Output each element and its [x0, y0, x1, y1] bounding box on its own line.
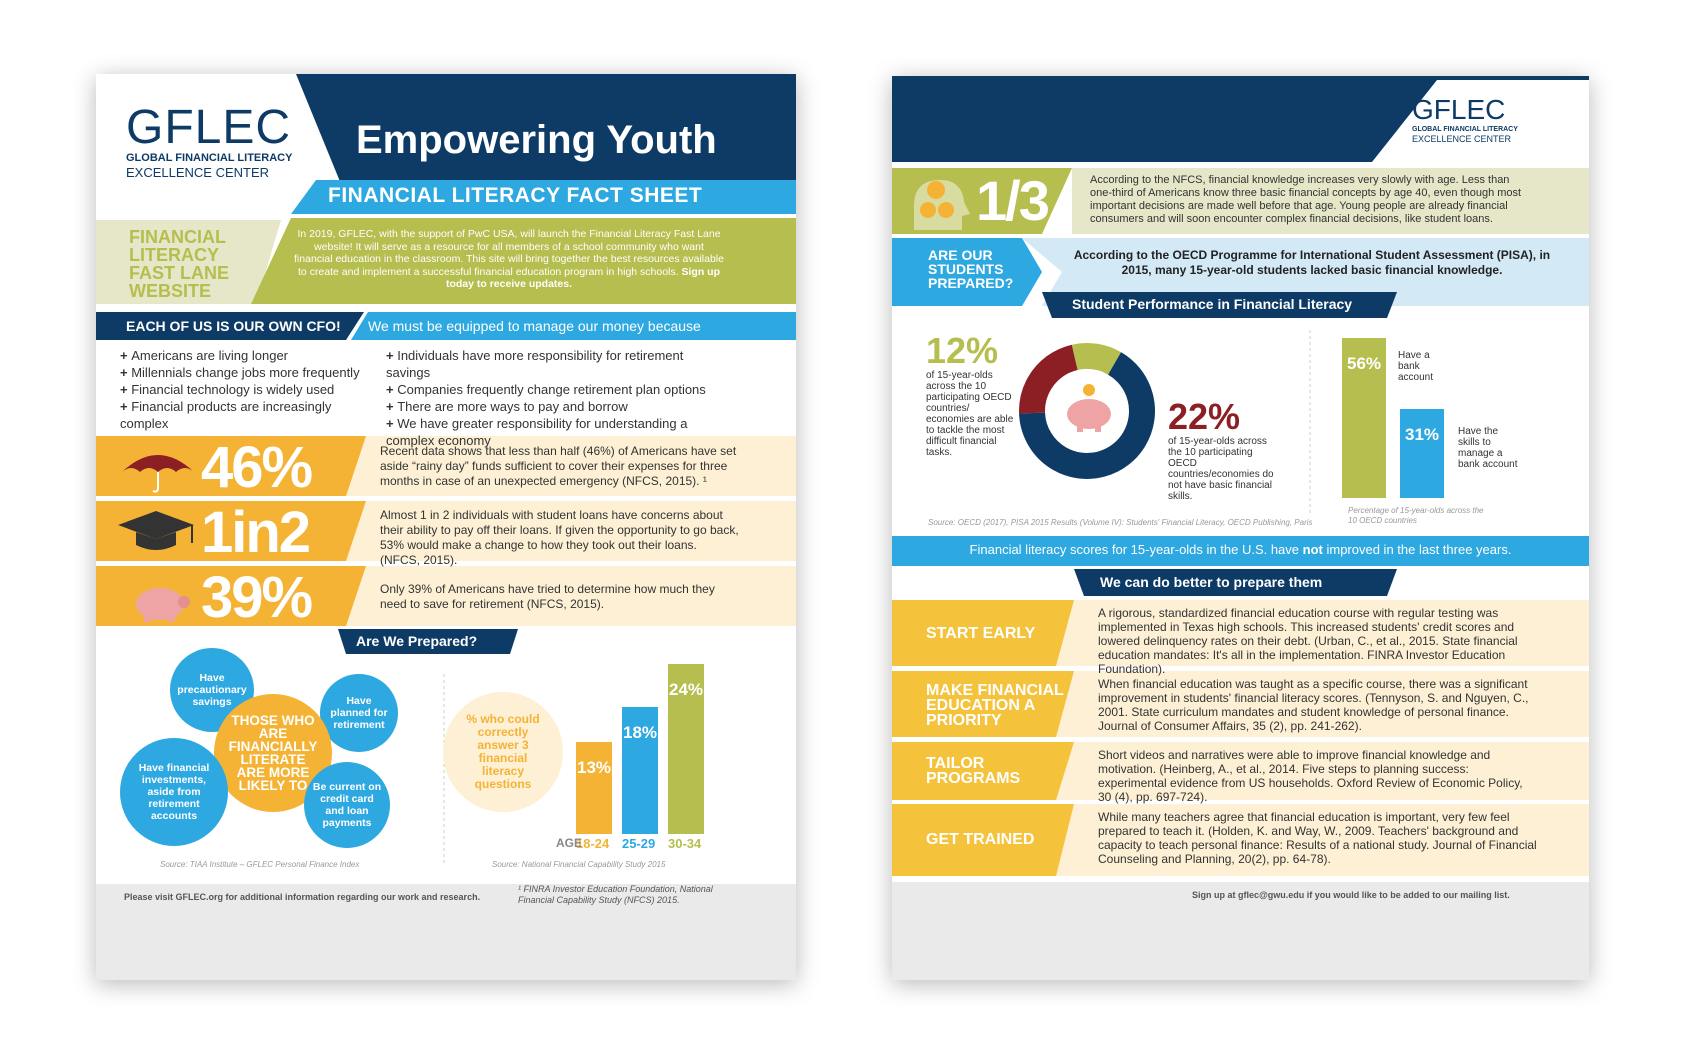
bank-account-label: Have a bank account — [1398, 350, 1434, 383]
logo: GFLEC — [126, 101, 292, 154]
scores-banner: Financial literacy scores for 15-year-olds in the U.S. have not improved in the last three years. — [969, 542, 1512, 557]
bank-skills-label: Have the skills to manage a bank account — [1458, 426, 1518, 470]
stat-text: Only 39% of Americans have tried to determine how much they need to save for retirement (NFCS, 2015). — [380, 582, 715, 611]
action-text: While many teachers agree that financial education is important, very few feel prepared to teach it. (Holden, K. and Way, W., 2009. Teachers' background and capacity to teach personal finance: Results of a national study. Journal of Financial Counseling and Planning, 20(2), pp. 64-78). — [1098, 810, 1537, 866]
one-third-text: According to the NFCS, financial knowledge increases very slowly with age. Less than one-third of Americans know three basic financial concepts by age 40, even though most important decisions are made well before that age. Young people are already financial consumers and will soon encounter complex financial decisions, like student loans. — [1090, 174, 1522, 225]
page-title: Empowering Youth — [356, 118, 717, 162]
umbrella-icon — [118, 444, 198, 494]
pct-22-text: of 15-year-olds across the 10 participating OECD countries/economies do not have basic financial skills. — [1168, 436, 1274, 502]
logo-subtitle-2: EXCELLENCE CENTER — [1412, 134, 1512, 144]
list-item: + Financial technology is widely used — [120, 381, 380, 398]
better-heading: We can do better to prepare them — [1100, 574, 1323, 590]
pct-12-value: 12% — [926, 330, 999, 371]
cfo-heading: EACH OF US IS OUR OWN CFO! — [126, 318, 341, 334]
circle-retirement: Have planned for retirement — [320, 674, 398, 752]
bank-bar: 31% — [1400, 409, 1444, 498]
graduation-cap-icon — [116, 509, 196, 555]
stat-value: 39% — [201, 565, 312, 630]
piggy-bank-icon — [1057, 376, 1121, 440]
action-tailor: TAILOR PROGRAMS — [926, 755, 1021, 787]
age-tick-label: 18-24 — [576, 836, 610, 851]
action-priority: MAKE FINANCIAL EDUCATION A PRIORITY — [926, 682, 1064, 729]
pisa-text: According to the OECD Programme for International Student Assessment (PISA), in 2015, many 15-year-old students lacked basic financial knowledge. — [1073, 248, 1551, 277]
age-bar: 18% — [622, 707, 658, 835]
head-coins-icon — [906, 176, 974, 230]
age-bar: 13% — [576, 742, 612, 834]
center-circle: THOSE WHO ARE FINANCIALLY LITERATE ARE MORE LIKELY TO — [214, 694, 332, 812]
action-text: When financial education was taught as a specific course, there was a significant improvement in students' financial literacy scores. (Tennyson, S. and Nguyen, C., 2001. State curriculum mandates and student knowledge of personal finance. Journal of Consumer Affairs, 35 (2), pp. 241-262). — [1098, 677, 1529, 733]
age-tick-label: 25-29 — [622, 836, 656, 851]
action-start-early: START EARLY — [926, 625, 1036, 642]
bar-chart-caption: % who could correctly answer 3 financial literacy questions — [443, 692, 563, 812]
list-item: + There are more ways to pay and borrow — [386, 398, 726, 415]
bullets-right — [386, 347, 726, 449]
age-bar: 24% — [668, 664, 704, 834]
list-item: + Individuals have more responsibility for retirement savings — [386, 347, 726, 381]
stat-text: Almost 1 in 2 individuals with student loans have concerns about their ability to pay off their loans. If given the opportunity to go back, 53% would make a change to how they took out their loans. (NFCS, 2015). — [380, 508, 739, 567]
bullets-left — [120, 347, 380, 432]
list-item: + Financial products are increasingly complex — [120, 398, 380, 432]
footer-right: ¹ FINRA Investor Education Foundation, National Financial Capability Study (NFCS) 2015. — [518, 884, 713, 905]
footer: Sign up at gflec@gwu.edu if you would like to be added to our mailing list. — [1192, 890, 1510, 900]
fastlane-label: FINANCIAL LITERACY FAST LANE WEBSITE — [129, 227, 230, 301]
logo: GFLEC — [1412, 94, 1506, 125]
footer-left: Please visit GFLEC.org for additional information regarding our work and research. — [124, 892, 481, 902]
circle-savings: Have precautionary savings — [170, 648, 254, 732]
stat-text: Recent data shows that less than half (46%) of Americans have set aside “rainy day” funds sufficient to cover their expenses for three months in case of an unexpected emergency (NFCS, 2015). ¹ — [380, 444, 737, 488]
pct-22-value: 22% — [1168, 396, 1241, 437]
age-bar-chart — [576, 654, 756, 854]
fastlane-text: In 2019, GFLEC, with the support of PwC USA, will launch the Financial Literacy Fast Lane website! It will serve as a resource for all members of a school community who want financial education in the classroom. This site will bring together the best resources available to create and implement a successful financial education program in high schools. Sign up today to receive updates. — [294, 228, 724, 290]
bar-note: Percentage of 15-year-olds across the 10 OECD countries — [1348, 506, 1484, 525]
piggy-bank-icon — [130, 574, 194, 624]
list-item: + Companies frequently change retirement plan options — [386, 381, 726, 398]
fact-sheet-page-2 — [892, 76, 1589, 980]
list-item: + Americans are living longer — [120, 347, 380, 364]
age-tick-label: 30-34 — [668, 836, 702, 851]
cfo-subheading: We must be equipped to manage our money because — [368, 318, 701, 334]
source-left: Source: TIAA Institute – GFLEC Personal Finance Index — [160, 860, 360, 869]
action-text: A rigorous, standardized financial education course with regular testing was implemented in Texas high schools. This increased students' credit scores and lowered delinquency rates on their debt. (Urban, C., et al., 2015. State financial education mandates: It's all in the implementation. FINRA Investor Education Foundation). — [1098, 606, 1518, 676]
bank-bar: 56% — [1342, 338, 1386, 498]
pct-12-text: of 15-year-olds across the 10 participating OECD countries/ economies are able to tackle the most difficult financial tasks. — [926, 370, 1014, 458]
circle-credit: Be current on credit card and loan payments — [304, 762, 390, 848]
logo-subtitle-1: GLOBAL FINANCIAL LITERACY — [126, 152, 293, 164]
logo-subtitle-1: GLOBAL FINANCIAL LITERACY — [1412, 126, 1518, 133]
list-item: + Millennials change jobs more frequently — [120, 364, 380, 381]
list-item: + We have greater responsibility for understanding a complex economy — [386, 415, 726, 449]
stat-value: 46% — [201, 435, 312, 500]
fact-sheet-page-1 — [96, 74, 796, 980]
age-axis-label: AGE — [556, 836, 583, 850]
source-right: Source: National Financial Capability Study 2015 — [492, 860, 666, 869]
prepared-heading: Are We Prepared? — [356, 633, 478, 649]
logo-subtitle-2: EXCELLENCE CENTER — [126, 165, 270, 180]
action-text: Short videos and narratives were able to improve financial knowledge and motivation. (Heinberg, A., et al., 2014. Five steps to planning success: experimental evidence from US households. Oxford Review of Economic Policy, 30 (4), pp. 697-724). — [1098, 748, 1523, 804]
action-get-trained: GET TRAINED — [926, 831, 1035, 848]
performance-source: Source: OECD (2017), PISA 2015 Results (Volume IV): Students' Financial Literacy, OECD Publishing, Paris — [928, 518, 1313, 527]
stat-value: 1in2 — [201, 500, 310, 565]
students-label: ARE OUR STUDENTS PREPARED? — [928, 247, 1014, 291]
performance-heading: Student Performance in Financial Literacy — [1072, 296, 1353, 312]
circle-investments: Have financial investments, aside from retirement accounts — [120, 738, 228, 846]
page-subtitle: FINANCIAL LITERACY FACT SHEET — [328, 184, 703, 207]
one-third-value: 1/3 — [976, 169, 1048, 232]
